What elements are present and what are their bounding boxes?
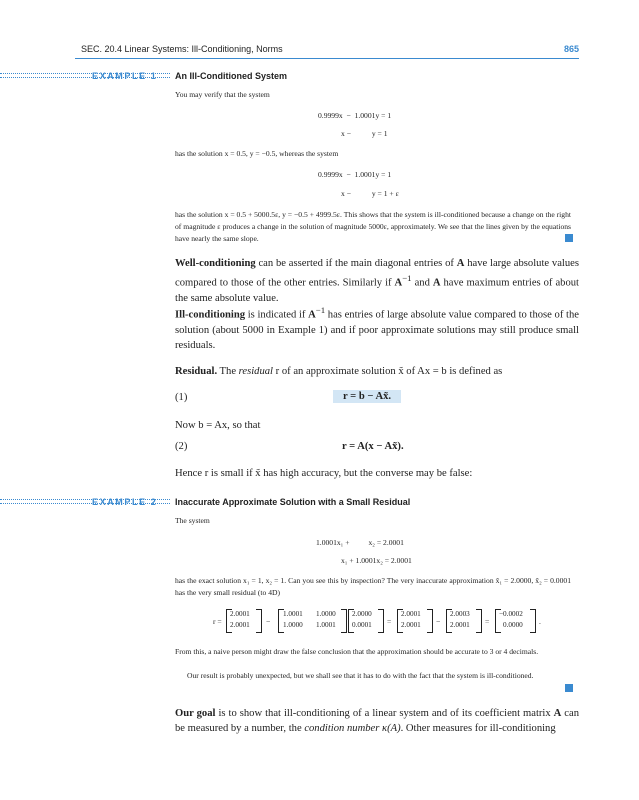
example2-label: EXAMPLE 2: [92, 497, 158, 507]
bracket-right: [530, 609, 536, 633]
end-of-example-marker: [565, 684, 573, 692]
matrix-cell: 2.0001: [230, 610, 250, 618]
well-text-c: and: [411, 277, 433, 289]
matrix-a: A: [553, 708, 562, 719]
example1-label: EXAMPLE 1: [92, 71, 158, 81]
example1-system1-line2: x − y = 1: [341, 129, 388, 138]
example1-system2-line1: 0.9999x − 1.0001y = 1: [318, 170, 392, 179]
example1-title: An Ill-Conditioned System: [175, 71, 288, 81]
matrix-cell: 2.0001: [230, 621, 250, 629]
matrix-cell: 2.0001: [450, 621, 470, 629]
well-term: Well-conditioning: [175, 258, 256, 269]
example2-title: Inaccurate Approximate Solution with a Small Residual: [175, 497, 411, 507]
page-number: 865: [563, 44, 579, 54]
header-rule: [75, 58, 579, 59]
bracket-right: [378, 609, 384, 633]
operator-minus: −: [436, 617, 441, 626]
ill-term: Ill-conditioning: [175, 309, 246, 321]
now-text: Now b = Ax, so that: [175, 420, 261, 431]
operator-equals: =: [485, 617, 490, 626]
operator-minus: −: [266, 617, 271, 626]
equation-2-formula: r = A(x − Ax̃).: [342, 441, 404, 452]
goal-text-a: is to show that ill-conditioning of a linear system and of its coefficient matrix: [215, 708, 554, 719]
example1-conclusion: has the solution x = 0.5 + 5000.5ε, y = −0.5 + 4999.5ε. This shows that the system is ill-conditioned because a change on the right of magnitude ε produces a change in the solution of magnitude 5000ε, approximately. We see that the lines given by the equations have nearly the same slope.: [175, 210, 571, 243]
matrix-cell: 1.0000: [316, 610, 336, 618]
matrix-cell: 1.0000: [283, 621, 303, 629]
example1-mid: has the solution x = 0.5, y = −0.5, whereas the system: [175, 149, 339, 158]
goal-text-c: . Other measures for ill-conditioning: [400, 723, 556, 734]
example1-system1-line1: 0.9999x − 1.0001y = 1: [318, 111, 392, 120]
matrix-a-inverse: A: [308, 309, 316, 321]
end-of-example-marker: [565, 234, 573, 242]
ill-conditioning-paragraph: [175, 303, 579, 353]
example2-text1: has the exact solution x₁ = 1, x₂ = 1. Can you see this by inspection? The very inaccurate approximation x̃₁ = 2.0000, x̃₂ = 0.0001 has the very small residual (to 4D): [175, 576, 571, 597]
well-text-a: can be asserted if the main diagonal entries of: [255, 258, 457, 269]
example2-text3: Our result is probably unexpected, but we shall see that it has to do with the fact that the system is ill-conditioned.: [187, 671, 534, 680]
matrix-a-col2: [316, 609, 336, 631]
well-conditioning-paragraph: [175, 256, 579, 306]
bracket-right: [341, 609, 347, 633]
ill-text-a: is indicated if: [245, 309, 309, 321]
matrix-cell: 0.0001: [352, 621, 372, 629]
example2-system-line1: 1.0001x₁ + x₂ = 2.0001: [316, 538, 404, 547]
residual-paragraph: [175, 364, 579, 379]
operator-equals: =: [387, 617, 392, 626]
residual-italic: residual: [238, 366, 274, 377]
goal-paragraph: [175, 706, 579, 736]
well-text-d: have maximum entries of about the same absolute value.: [175, 277, 579, 304]
example1-intro: You may verify that the system: [175, 90, 270, 99]
goal-term: Our goal: [175, 708, 216, 719]
hence-text: Hence r is small if x̃ has high accuracy, but the converse may be false:: [175, 468, 473, 479]
residual-label: r =: [213, 617, 222, 626]
example2-system-line2: x₁ + 1.0001x₂ = 2.0001: [341, 556, 412, 565]
matrix-cell: −0.0002: [499, 610, 523, 618]
example2-intro: The system: [175, 516, 210, 525]
example2-text2: From this, a naive person might draw the false conclusion that the approximation should be accurate to 3 or 4 decimals.: [175, 647, 539, 656]
matrix-cell: 0.0000: [503, 621, 523, 629]
example1-system2-line2: x − y = 1 + ε: [341, 189, 399, 198]
vector-x-tilde: [352, 609, 372, 631]
matrix-a-inverse: A: [394, 277, 403, 289]
residual-text-a: The: [217, 366, 239, 377]
goal-italic: condition number κ(A): [304, 723, 401, 734]
matrix-a-col1: [283, 609, 303, 631]
operator-period: .: [539, 617, 541, 626]
matrix-cell: 1.0001: [316, 621, 336, 629]
bracket-right: [476, 609, 482, 633]
matrix-cell: 1.0001: [283, 610, 303, 618]
goal-text-b: can be measured by a number, the: [175, 708, 579, 734]
matrix-cell: 2.0003: [450, 610, 470, 618]
matrix-a: A: [432, 277, 441, 289]
ill-text-b: has entries of large absolute value compared to those of the solution (about 5000 in Example 1) and if poor approximate solutions may still produce small residuals.: [175, 309, 579, 351]
residual-text-b: r of an approximate solution x̃ of Ax = b is defined as: [273, 366, 503, 377]
matrix-cell: 2.0000: [352, 610, 372, 618]
vector-residual: [499, 609, 523, 631]
equation-1-formula: r = b − Ax̃.: [333, 390, 401, 403]
inverse-sup: −1: [315, 305, 326, 315]
bracket-right: [427, 609, 433, 633]
equation-2-number: (2): [175, 441, 188, 452]
vector-ax-tilde: [450, 609, 470, 631]
matrix-a: A: [456, 258, 465, 269]
bracket-right: [256, 609, 262, 633]
vector-b: [401, 609, 421, 631]
well-text-b: have large absolute values compared to those of the other entries. Similarly if: [175, 258, 579, 289]
vector-b: [230, 609, 250, 631]
inverse-sup: −1: [402, 273, 412, 283]
running-header: SEC. 20.4 Linear Systems: Ill-Conditioning, Norms: [81, 44, 283, 54]
matrix-cell: 2.0001: [401, 621, 421, 629]
matrix-cell: 2.0001: [401, 610, 421, 618]
equation-1-number: (1): [175, 392, 188, 403]
residual-heading: Residual.: [175, 366, 218, 377]
